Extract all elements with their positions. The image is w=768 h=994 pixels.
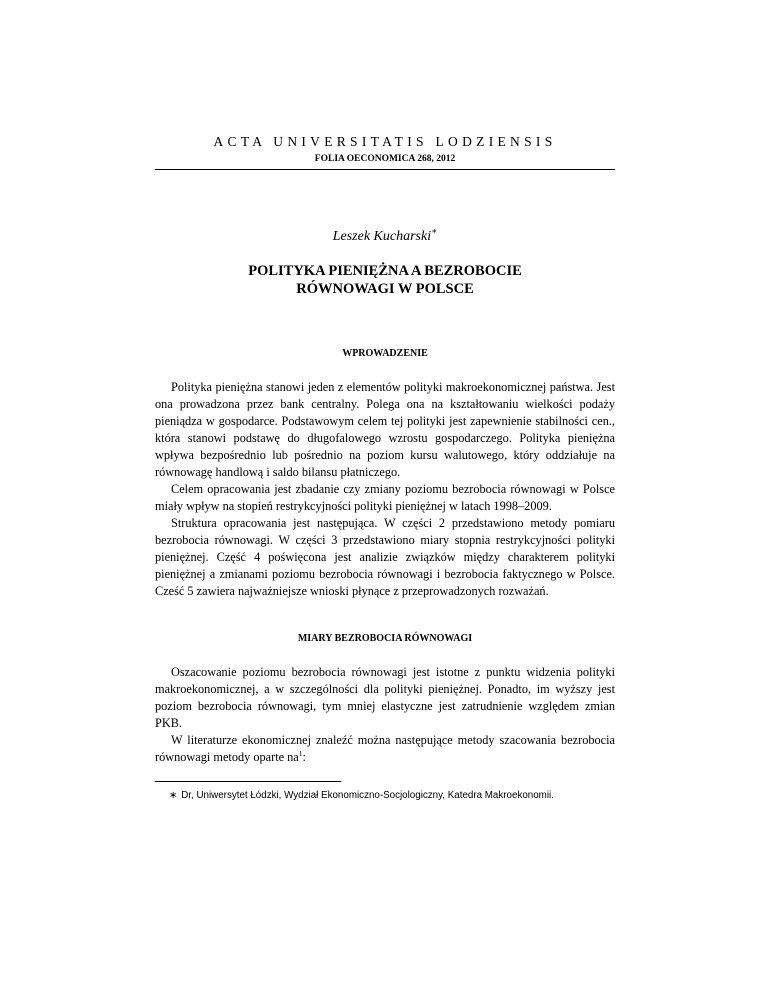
article-title-line-2: RÓWNOWAGI W POLSCE: [296, 281, 474, 297]
introduction-body: [155, 379, 615, 600]
document-page: [155, 0, 615, 994]
article-title-line-1: POLITYKA PIENIĘŻNA A BEZROBOCIE: [248, 263, 522, 279]
paragraph-last: [155, 732, 615, 766]
paragraph: Oszacowanie poziomu bezrobocia równowagi jest istotne z punktu widzenia polityki makroekonomicznej, a w szczególności dla polityki pieniężnej. Ponadto, im wyższy jest poziom bezrobocia równowagi, tym mniej elastyczne jest zatrudnienie względem zmian PKB.: [155, 665, 615, 730]
measures-body: [155, 664, 615, 766]
section-heading-introduction: WPROWADZENIE: [342, 348, 428, 359]
footnote-rule: [155, 781, 341, 782]
paragraph: Celem opracowania jest zbadanie czy zmiany poziomu bezrobocia równowagi w Polsce miały wpływ na stopień restrykcyjności polityki pieniężnej w latach 1998–2009.: [155, 482, 615, 513]
author-footnote-mark: ∗: [431, 226, 438, 236]
header-rule: [155, 169, 615, 170]
journal-series: FOLIA OECONOMICA 268, 2012: [314, 154, 456, 164]
paragraph-text: W literaturze ekonomicznej znaleźć można następujące metody szacowania bezrobocia równowagi metody oparte na: [155, 733, 615, 764]
paragraph-tail: :: [302, 750, 306, 764]
footnote-text: Dr, Uniwersytet Łódzki, Wydział Ekonomiczno-Socjologiczny, Katedra Makroekonomii.: [181, 790, 554, 801]
author-name-text: Leszek Kucharski: [332, 229, 432, 244]
section-heading-measures: MIARY BEZROBOCIA RÓWNOWAGI: [297, 633, 473, 644]
paragraph: Struktura opracowania jest następująca. W części 2 przedstawiono metody pomiaru bezrobocia równowagi. W części 3 przedstawiono miary stopnia restrykcyjności polityki pieniężnej. Część 4 poświęcona jest analizie związków między charakterem polityki pieniężnej a zmianami poziomu bezrobocia równowagi i bezrobocia faktycznego w Polsce. Cześć 5 zawiera najważniejsze wnioski płynące z przeprowadzonych rozważań.: [155, 516, 615, 598]
article-title: [155, 262, 615, 298]
journal-title: ACTA UNIVERSITATIS LODZIENSIS: [213, 134, 557, 149]
footnote-mark: ∗: [169, 790, 178, 801]
footnote: [169, 790, 615, 801]
author-name: [155, 226, 615, 245]
paragraph: Polityka pieniężna stanowi jeden z elementów polityki makroekonomicznej państwa. Jest ona prowadzona przez bank centralny. Polega ona na kształtowaniu wielkości podaży pieniądza w gospodarce. Podstawowym celem tej polityki jest zapewnienie stabilności cen., która stanowi podstawę do długofalowego wzrostu gospodarczego. Polityka pieniężna wpływa bezpośrednio lub pośrednio na poziom kursu walutowego, który oddziałuje na równowagę handlową i saldo bilansu płatniczego.: [155, 380, 615, 479]
footnote-reference: 1: [298, 749, 303, 758]
